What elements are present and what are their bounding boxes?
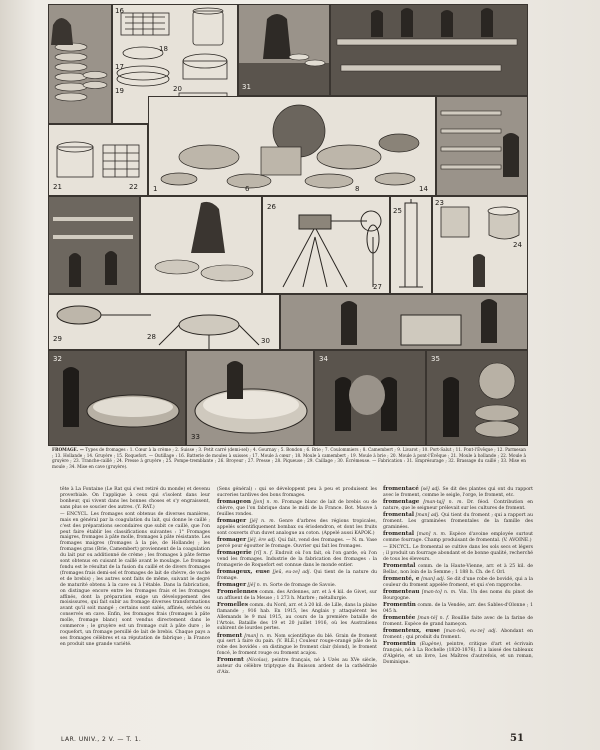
figure-number: 34	[319, 355, 328, 363]
text-column-middle	[217, 487, 377, 677]
illustration-curd-stirring	[186, 350, 314, 446]
figure-number: 30	[261, 337, 270, 345]
figure-number: 28	[147, 333, 156, 341]
entry-pronunciation: (Eugène),	[419, 641, 443, 647]
dictionary-entry	[217, 487, 377, 499]
entry-headword: fromental	[383, 512, 414, 518]
dictionary-entry	[383, 545, 533, 563]
illustration-cheese-cellar	[436, 96, 528, 196]
page-number: 51	[510, 733, 524, 744]
entry-headword: fromentée	[383, 614, 416, 621]
dictionary-entry	[383, 642, 533, 666]
entry-definition: comm. du Nord, arr. et à 20 kil. de Lille, dans la plaine flamande ; 916 hab. En 1915, les Anglais y attaquèrent les Allemands le 9 mai 1915, au cours de la première bataille de l'Artois. Bataille des 19 et 20 juillet 1916, où les Australiens subirent de lourdes pertes.	[217, 602, 377, 632]
text-column-right	[383, 487, 533, 667]
entry-definition: (Sens général) : qui se développent peu à peu et produisent les sucreries tardives des bons fromages.	[217, 487, 377, 498]
entry-definition: Abondant en froment ; qui produit du froment.	[383, 628, 533, 640]
illustration-cellar-workers	[48, 196, 140, 294]
entry-pronunciation: [jé] n. m.	[247, 582, 269, 588]
running-footer: LAR. UNIV., 2 V. — T. 1.	[61, 736, 142, 743]
entry-definition: peintre, critique d'art et écrivain français, né à La Rochelle (1820-1876). Il a laissé des tableaux d'Algérie, et un livre, Les Maîtres d'autrefois, et un roman, Dominique.	[383, 641, 533, 665]
dictionary-entry	[217, 590, 377, 602]
entry-headword: fromentacé	[383, 486, 419, 492]
figure-number: 31	[242, 83, 251, 91]
entry-headword: Fromentin	[383, 601, 416, 608]
dictionary-entry	[217, 519, 377, 537]
figure-number: 20	[173, 85, 182, 93]
entry-headword: fromager	[217, 517, 247, 524]
entry-definition: — ENCYCL. Le fromental se cultive dans les sols secs et légers ; il produit un fourrage abondant et de bonne qualité, recherché de tous les éleveurs.	[383, 544, 534, 562]
entry-headword: fromentage	[383, 499, 420, 505]
entry-headword: fromager	[217, 536, 247, 543]
figure-number: 1	[153, 185, 158, 193]
illustration-cheese-types	[148, 96, 436, 196]
dictionary-entry	[217, 583, 377, 589]
illustration-cave-aging	[426, 350, 528, 446]
figure-number: 23	[435, 199, 444, 207]
entry-pronunciation: [man] adj.	[421, 576, 446, 582]
dictionary-entry	[217, 570, 377, 582]
dictionary-entry	[383, 487, 533, 499]
entry-headword: fromageon	[217, 499, 251, 505]
illustration-woman-molding	[238, 4, 330, 96]
figure-number: 8	[355, 185, 360, 193]
entry-definition: Espèce d'avoine employée surtout comme fourrage. Champ produisant de fromental. (V. AVOINE.)	[383, 531, 534, 543]
figure-number: 29	[53, 335, 62, 343]
entry-headword: fromenteau	[383, 588, 420, 595]
dictionary-entry	[217, 551, 377, 569]
dictionary-entry	[217, 538, 377, 550]
entry-definition: Qui fait, vend des fromages. — N. m. Vase percé pour égoutter le fromage. Ouvrier qui fait les fromages.	[217, 537, 378, 549]
entry-pronunciation: [man] n. m.	[416, 531, 447, 537]
illustration-curd-tools	[48, 294, 280, 350]
dictionary-entry	[383, 532, 533, 544]
figure-number: 33	[191, 433, 200, 441]
entry-headword: fromental	[383, 530, 414, 537]
figure-number: 18	[159, 45, 168, 53]
entry-headword: froment	[217, 632, 243, 639]
entry-pronunciation: (Nicolas),	[246, 658, 269, 664]
entry-definition: Sorte de fromage de Savoie.	[269, 582, 337, 588]
illustration-cheese-storage-rack	[48, 4, 112, 124]
entry-definition: comm. de la Vendée, arr. des Sables-d'Olonne ; 1 045 h.	[383, 602, 533, 614]
entry-pronunciation: [man-té] n. f.	[417, 615, 450, 621]
dictionary-entry	[383, 590, 533, 602]
dictionary-entry	[383, 603, 533, 615]
figure-number: 19	[115, 87, 124, 95]
figure-number: 16	[115, 7, 124, 15]
engraving-plate	[48, 4, 526, 444]
entry-pronunciation: [man] adj.	[415, 513, 440, 518]
entry-paragraph: — ENCYCL. Les fromages sont obtenus de diverses manières, mais en général par la coagulation du lait, qui donne le caillé ; c'est des préparations secondaires que subit ce caillé, que l'on peut faire établir les classifications suivantes : 1° Fromages maigres, fromages à pâte molle, fromages à pâte résistante. Les fromages maigres (fromages à la pie, de Hollande) ; les fromages gras (Brie, Camembert) proviennent de la coagulation du lait pur ou additionné de crème ; les fromages à pâte ferme sont obtenus en cuisant le caillé avant le moulage. Le fromage fondu est le résultat de la fusion du caillé et de divers fromages (fromages frais demi-sel et fromages de lait de chèvre, de vache et de brebis) ; les autres sont faits de même, suivant le degré de maturité obtenu à la cave ou à l'étable. Dans la fabrication, on distingue encore entre les fromages frais et les fromages affinés, dont la préparation exige un développement des moisissures, qui fait subir au fromage diverses transformations avant qu'il soit mangé ; certains sont salés, affinés, séchés ou conservés en cave. Enfin, les fromages frais (fromages à pâte molle, fromage blanc) sont vendus directement dans le commerce ; le gruyère est un fromage cuit à pâte dure ; le roquefort, un fromage persillé de lait de brebis. Chaque pays a ses fromages célèbres et sa réputation de fabrique ; la France en produit une grande variété.	[60, 511, 210, 647]
entry-definition: Genre d'arbres des régions tropicales, appelés scientifiquement bombax ou ériodendron, et dont les fruits sont couverts d'un duvet analogue au coton. (Appelé aussi KAPOK.)	[217, 518, 377, 536]
entry-headword: fromagerie	[217, 549, 252, 556]
entry-definition: Endroit où l'on fait, où l'on garde, où l'on vend les fromages. Industrie de la fabrication des fromages : la fromagerie de Roquefort est connue dans le monde entier.	[217, 550, 377, 568]
entry-definition: Vin. Un des noms du pinot de Bourgogne.	[383, 589, 533, 601]
dictionary-entry	[383, 577, 533, 589]
figure-number: 32	[53, 355, 62, 363]
figure-number: 24	[513, 241, 522, 249]
illustration-presses	[432, 196, 528, 294]
entry-paragraph: tête à La Fontaine (Le Rat qui s'est retiré du monde) et devenu proverbiale. On l'applique à ceux qui s'isolent dans leur bonheur, qui vivent dans les bonnes choses et s'y engraissent, sans plus se soucier des autres. (Y. RAT.)	[60, 487, 210, 510]
entry-definition: Fromage blanc de lait de brebis ou de chèvre, que l'on fabrique dans le midi de la France. Bot. Mauve à feuilles rondes.	[217, 500, 378, 517]
entry-pronunciation: [man-to] n. m.	[421, 589, 457, 595]
figure-number: 35	[431, 355, 440, 363]
figure-number: 14	[419, 185, 428, 193]
entry-headword: Fromentin	[383, 640, 416, 647]
illustration-press-operator	[280, 294, 528, 350]
figure-number: 27	[373, 283, 382, 291]
entry-headword: Fromelles	[217, 601, 248, 608]
entry-pronunciation: [sé] adj.	[420, 487, 441, 492]
plate-caption	[52, 447, 526, 469]
entry-headword: fromager	[217, 581, 247, 588]
dictionary-entry	[217, 500, 377, 518]
illustration-renneting	[48, 350, 186, 446]
entry-definition: Se dit des plantes qui ont du rapport avec le froment, comme le seigle, l'orge, le froment, etc.	[383, 487, 533, 498]
entry-headword: Fromelennes	[217, 588, 258, 595]
entry-definition: Qui tient du froment ; qui a rapport au froment. Les graminées fromentales de la famille des graminées.	[383, 513, 533, 530]
caption-lead: FROMAGE. —	[52, 447, 84, 452]
illustration-tall-press	[390, 196, 432, 294]
entry-pronunciation: [jeû, eu-ze] adj.	[272, 569, 311, 575]
entry-headword: fromageux, euse	[217, 568, 270, 575]
dictionary-entry	[383, 616, 533, 628]
illustration-small-molds	[48, 124, 148, 196]
entry-definition: comm. de la Haute-Vienne, arr. et à 25 kil. de Bellac, non loin de la Semme ; 1 188 h. Ch. de f. Orl.	[383, 563, 533, 575]
illustration-cheese-press-machine	[262, 196, 390, 294]
entry-pronunciation: [jé] n. m.	[249, 518, 276, 524]
figure-number: 17	[115, 63, 124, 71]
figure-number: 22	[129, 183, 138, 191]
dictionary-entry	[383, 629, 533, 641]
illustration-drying-room	[330, 4, 528, 96]
caption-text: Types de fromages : 1. Cœur à la crème ; 2. Suisse ; 3. Petit carré (demi-sel) ; 4. Gournay ; 5. Bondon ; 6. Brie ; 7. Coulommiers ; 8. Camembert ; 9. Livarot ; 10. Port-Salut ; 11. Pont-l'Évêque ; 12. Parmesan ; 13. Hollande ; 14. Gruyère ; 15. Roquefort. — Outillage : 16. Batterie de moules à suisses ; 17. Moule à cœur ; 18. Moule à camembert ; 19. Moule à brie ; 20. Moule à pont-l'Évêque ; 21. Moule à hollande ; 22. Moule à gruyère ; 23. Tranche-caillé ; 24. Presse à gruyère ; 25. Pompe-tremblante ; 26. Broyeur ; 27. Presse ; 28. Piqueuse ; 29. Caillage ; 30. Écrémeuse. — Fabrication : 31. Emprésurage ; 32. Brassage du caillé ; 33. Mise en moule ; 34. Mise en cave (gruyère).	[52, 447, 527, 469]
entry-pronunciation: [rî] n. f.	[253, 550, 273, 556]
dictionary-entry	[217, 603, 377, 633]
entry-definition: Dr. féod. Contribution en nature, que le seigneur prélevait sur les cultures de froment.	[383, 500, 534, 511]
dictionary-entry	[383, 564, 533, 576]
entry-headword: fromenté, e	[383, 575, 420, 582]
entry-definition: Qui tient de la nature du fromage.	[217, 569, 377, 581]
entry-definition: Bouillie faite avec de la farine de froment. Espèce de grand hameçon.	[383, 615, 533, 627]
entry-definition: comm. des Ardennes, arr. et à 4 kil. de Givet, sur un affluent de la Meuse ; 1 273 h. Marbre ; métallurgie.	[217, 589, 377, 601]
entry-pronunciation: [jon] n. m.	[253, 500, 280, 505]
dictionary-entry	[217, 634, 377, 658]
dictionary-entry	[383, 500, 533, 512]
entry-definition: peintre français, né à Uzès au XVe siècle, auteur du célèbre triptyque du Buisson ardent de la cathédrale d'Aix.	[217, 658, 377, 676]
dictionary-entry	[217, 658, 377, 676]
figure-number: 25	[393, 207, 402, 215]
entry-definition: Nom scientifique du blé. Grain de froment qui sert à faire du pain. (V. BLÉ.) Couleur rouge-orangé pâle de la robe des bovidés : on distingue le froment clair (blond), le froment foncé, le froment rouge ou froment acajou.	[217, 633, 378, 657]
entry-pronunciation: [man-teû, eu-ze] adj.	[443, 628, 497, 634]
illustration-cheesemaker-vat	[140, 196, 262, 294]
entry-headword: fromenteux, euse	[383, 627, 440, 634]
text-column-left	[60, 487, 210, 649]
figure-number: 26	[267, 203, 276, 211]
entry-pronunciation: [jé], ère adj.	[247, 537, 277, 543]
figure-number: 21	[53, 183, 62, 191]
entry-pronunciation: [man-taj] n. m.	[423, 500, 463, 505]
illustration-molding-curd	[314, 350, 426, 446]
entry-definition: Se dit d'une robe de bovidé, qui a la couleur du froment appelée froment, et qui s'en rapproche.	[383, 576, 533, 588]
dictionary-entry	[383, 513, 533, 531]
figure-number: 6	[245, 185, 250, 193]
entry-pronunciation: [man] n. m.	[244, 633, 273, 639]
entry-headword: Froment	[217, 657, 244, 664]
entry-headword: Fromental	[383, 562, 416, 569]
